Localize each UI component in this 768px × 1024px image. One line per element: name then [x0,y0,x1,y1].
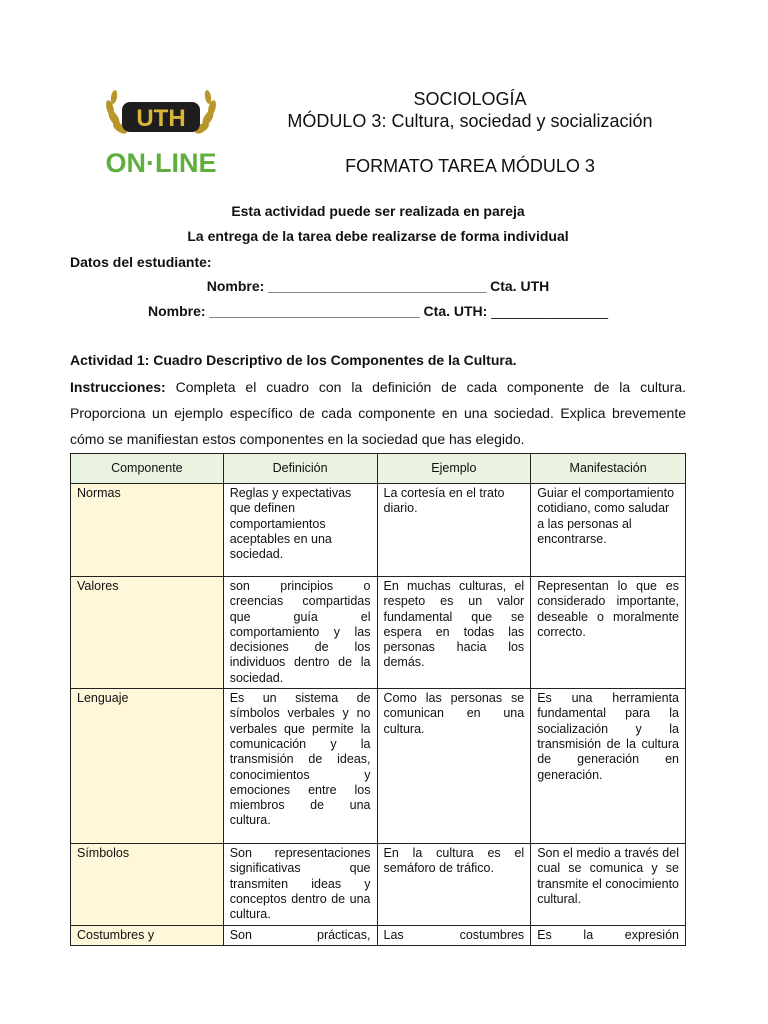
instructions-label: Instrucciones: [70,379,166,395]
format-title: FORMATO TAREA MÓDULO 3 [345,156,595,176]
cell-manifestacion: Son el medio a través del cual se comunica y se transmite el conocimiento cultural. [531,844,686,925]
table-row [71,689,686,844]
student-name-line-2-label: Nombre: ___________________________ Cta. UTH: [147,303,488,319]
logo-uth-text: UTH [136,105,186,132]
student-name-line-2-blank: _______________ [491,303,609,319]
module-title: MÓDULO 3: Cultura, sociedad y socialización [287,111,653,131]
cell-componente: Costumbres y [71,925,224,945]
cell-manifestacion: Es una herramienta fundamental para la socialización y la transmisión de la cultura de generación en generación. [531,689,686,844]
cell-ejemplo: En la cultura es el semáforo de tráfico. [377,844,531,925]
cell-definicion: Es un sistema de símbolos verbales y no verbales que permite la comunicación y la transmisión de ideas, conocimientos y emociones entre los miembros de una cultura. [223,689,377,844]
header-componente: Componente [71,454,224,484]
cell-ejemplo: Las costumbres [377,925,531,945]
header-definicion: Definición [223,454,377,484]
uth-online-logo [100,88,222,180]
cell-ejemplo: En muchas culturas, el respeto es un valor fundamental que se espera en todas las personas hacia los demás. [377,577,531,689]
individual-note: La entrega de la tarea debe realizarse de forma individual [187,228,569,244]
table-row [71,577,686,689]
table-row [71,925,686,945]
table-row [71,844,686,925]
table-header-row [71,454,686,484]
cell-componente: Lenguaje [71,689,224,844]
cell-manifestacion: Representan lo que es considerado importante, deseable o moralmente correcto. [531,577,686,689]
cell-definicion: Son prácticas, [223,925,377,945]
instructions-text: Completa el cuadro con la definición de cada componente de la cultura. Proporciona un ejemplo específico de cada componente en una sociedad. Explica brevemente cómo se manifiestan estos componentes en la sociedad que has elegido. [70,379,686,447]
subject-title: SOCIOLOGÍA [413,89,527,109]
cell-manifestacion: Es la expresión [531,925,686,945]
cell-ejemplo: La cortesía en el trato diario. [377,484,531,577]
cell-definicion: son principios o creencias compartidas que guía el comportamiento y las decisiones de los individuos dentro de la sociedad. [223,577,377,689]
logo-online-text: ON·LINE [105,148,217,178]
header-ejemplo: Ejemplo [377,454,531,484]
student-name-line-2 [70,303,686,319]
pair-note: Esta actividad puede ser realizada en pareja [231,203,525,219]
instructions-paragraph [70,374,686,452]
cell-manifestacion: Guiar el comportamiento cotidiano, como saludar a las personas al encontrarse. [531,484,686,577]
cell-ejemplo: Como las personas se comunican en una cultura. [377,689,531,844]
cell-componente: Símbolos [71,844,224,925]
header-manifestacion: Manifestación [531,454,686,484]
cell-componente: Valores [71,577,224,689]
cell-componente: Normas [71,484,224,577]
student-data-heading: Datos del estudiante: [70,254,212,270]
table-row [71,484,686,577]
cell-definicion: Son representaciones significativas que transmiten ideas y conceptos dentro de una cultura. [223,844,377,925]
activity-title: Actividad 1: Cuadro Descriptivo de los Componentes de la Cultura. [70,352,517,368]
culture-components-table [70,453,686,946]
cell-definicion: Reglas y expectativas que definen comportamientos aceptables en una sociedad. [223,484,377,577]
student-name-line-1: Nombre: ____________________________ Cta. UTH [206,278,550,294]
